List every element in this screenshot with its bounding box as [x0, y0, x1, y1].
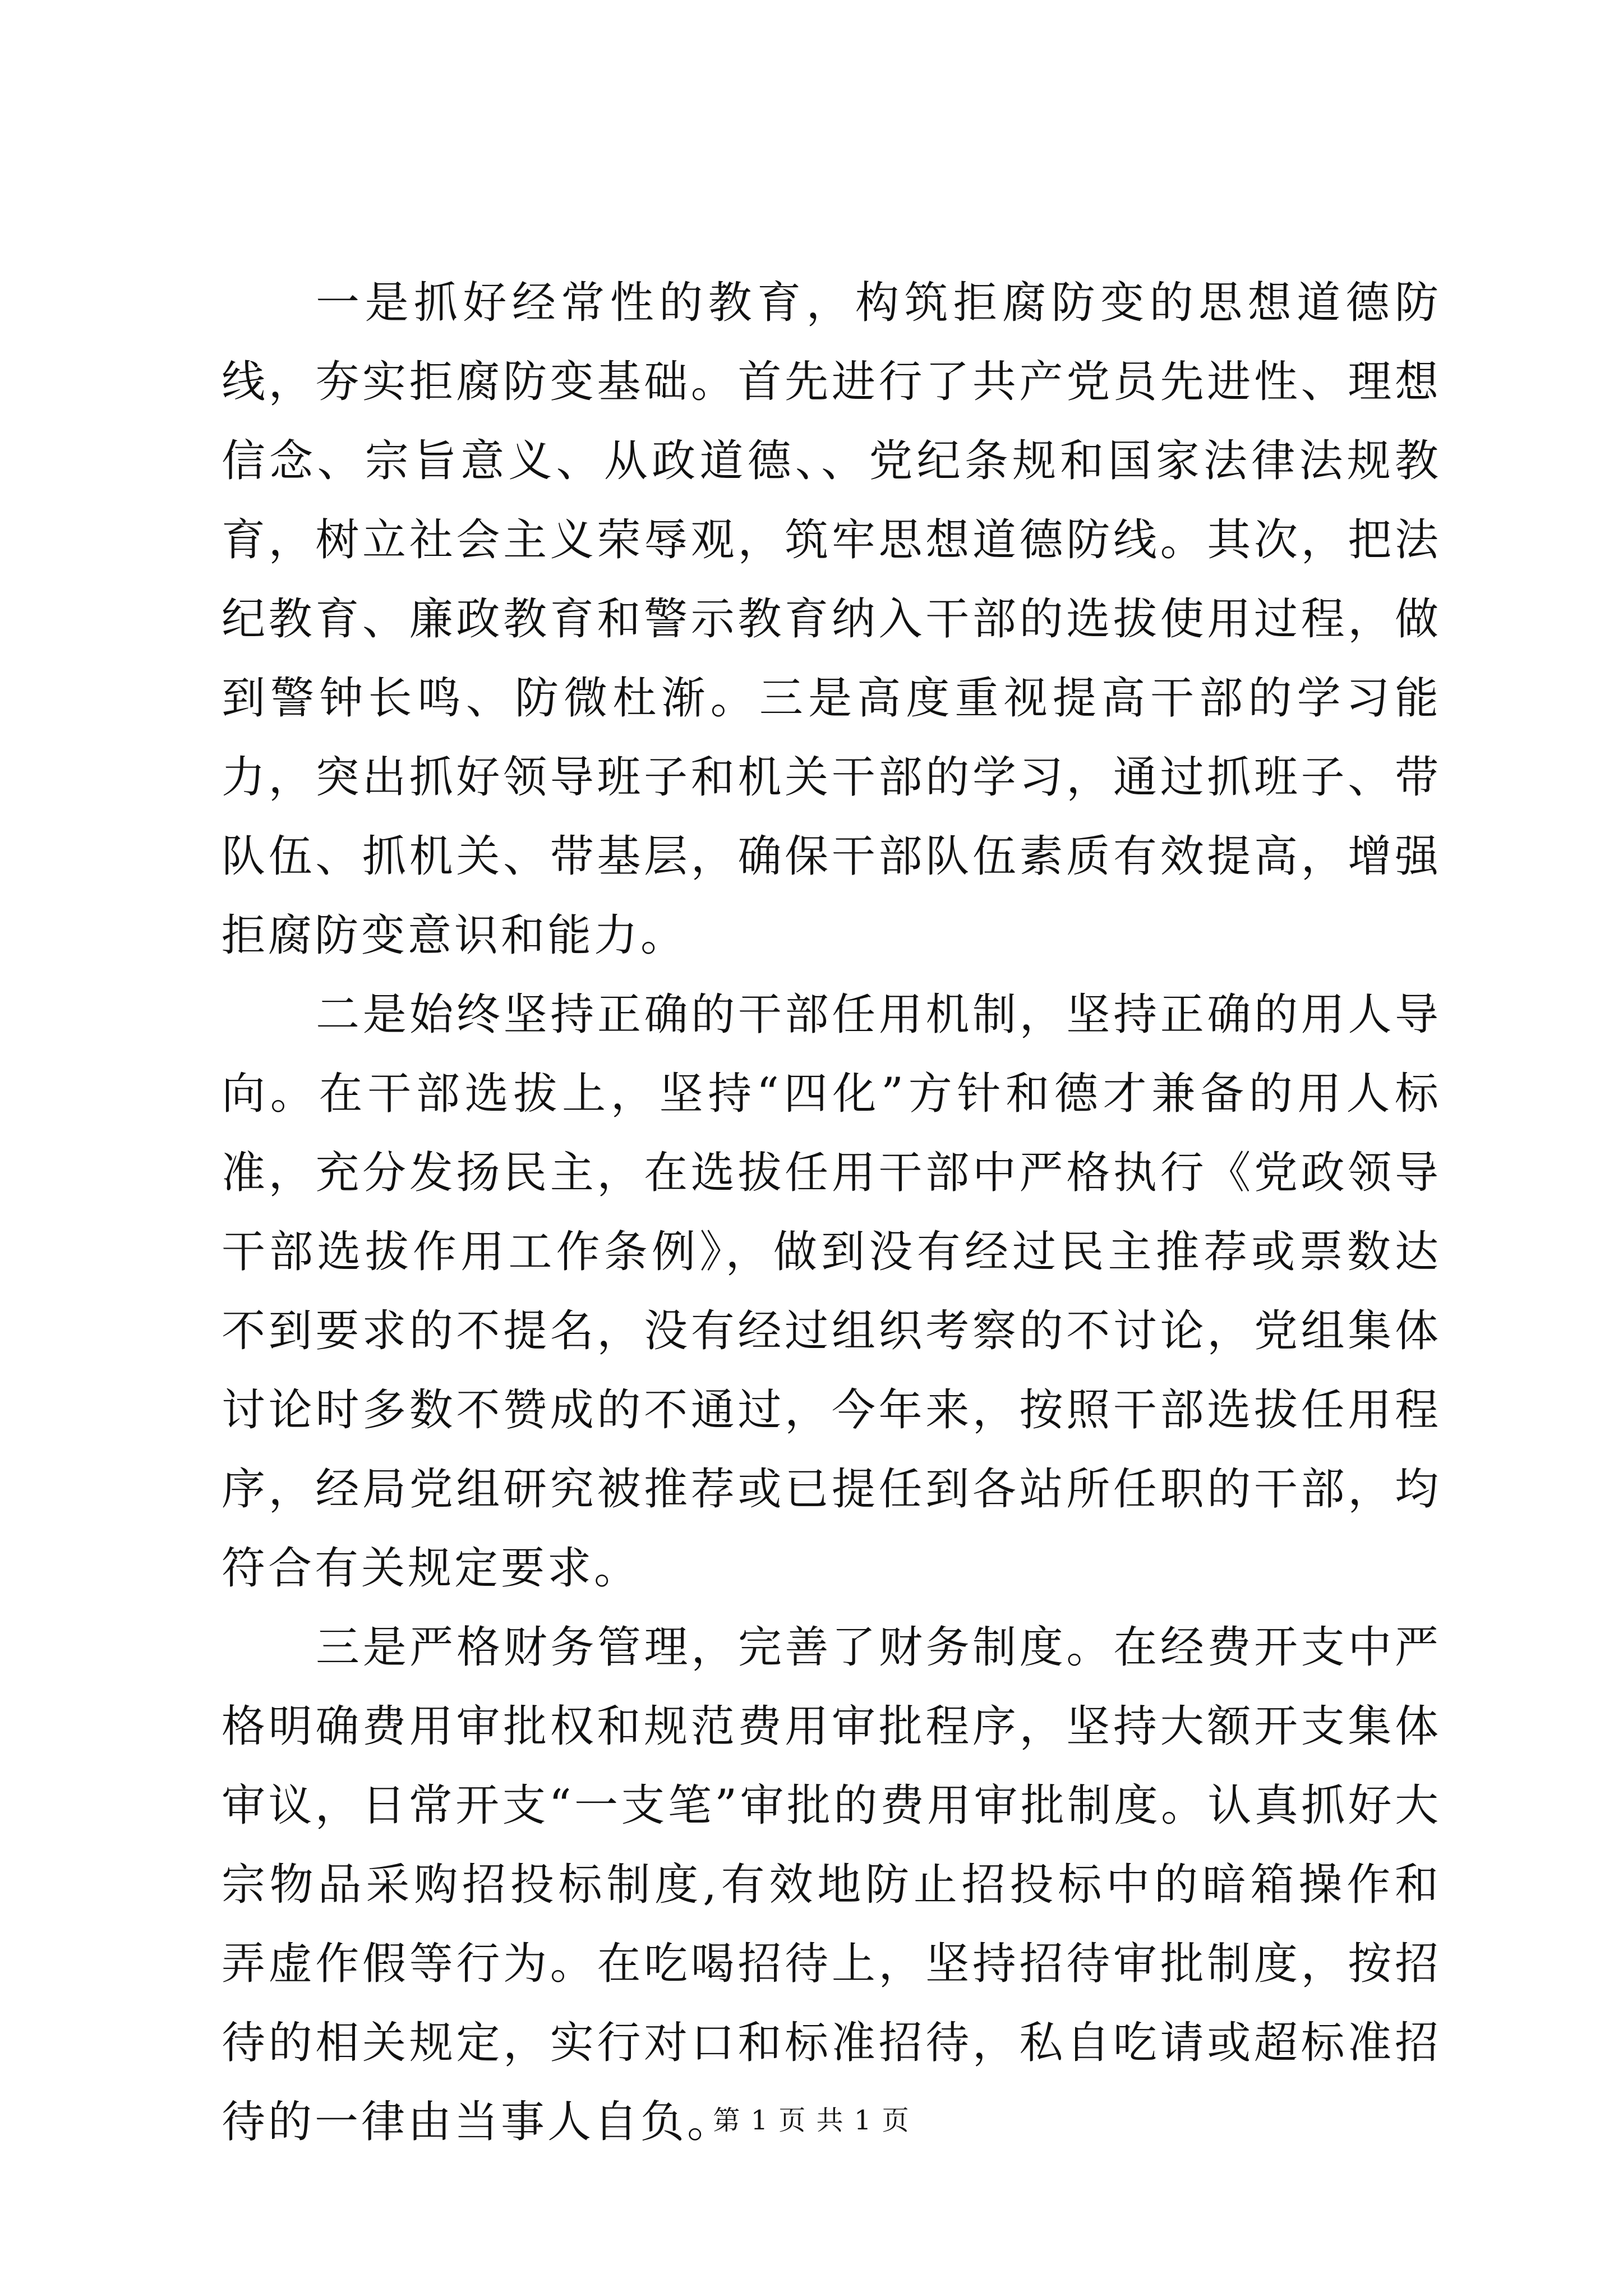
- paragraph: 三是严格财务管理，完善了财务制度。在经费开支中严格明确费用审批权和规范费用审批程序，坚持大额开支集体审议，日常开支“一支笔”审批的费用审批制度。认真抓好大宗物品采购招投标制度,有效地防止招投标中的暗箱操作和弄虚作假等行为。在吃喝招待上，坚持招待审批制度，按招待的相关规定，实行对口和标准招待，私自吃请或超标准招待的一律由当事人自负。: [222, 1622, 1441, 2147]
- page-footer: 第 1 页 共 1 页: [713, 2105, 910, 2136]
- paragraph: 二是始终坚持正确的干部任用机制，坚持正确的用人导向。在干部选拔上，坚持“四化”方针和德才兼备的用人标准，充分发扬民主，在选拔任用干部中严格执行《党政领导干部选拔作用工作条例》，做到没有经过民主推荐或票数达不到要求的不提名，没有经过组织考察的不讨论，党组集体讨论时多数不赞成的不通过，今年来，按照干部选拔任用程序，经局党组研究被推荐或已提任到各站所任职的干部，均符合有关规定要求。: [222, 990, 1441, 1594]
- paragraph: 一是抓好经常性的教育，构筑拒腐防变的思想道德防线，夯实拒腐防变基础。首先进行了共产党员先进性、理想信念、宗旨意义、从政道德、、党纪条规和国家法律法规教育，树立社会主义荣辱观，筑牢思想道德防线。其次，把法纪教育、廉政教育和警示教育纳入干部的选拔使用过程，做到警钟长鸣、防微杜渐。三是高度重视提高干部的学习能力，突出抓好领导班子和机关干部的学习，通过抓班子、带队伍、抓机关、带基层，确保干部队伍素质有效提高，增强拒腐防变意识和能力。: [222, 278, 1441, 961]
- document-body: [222, 264, 1441, 2162]
